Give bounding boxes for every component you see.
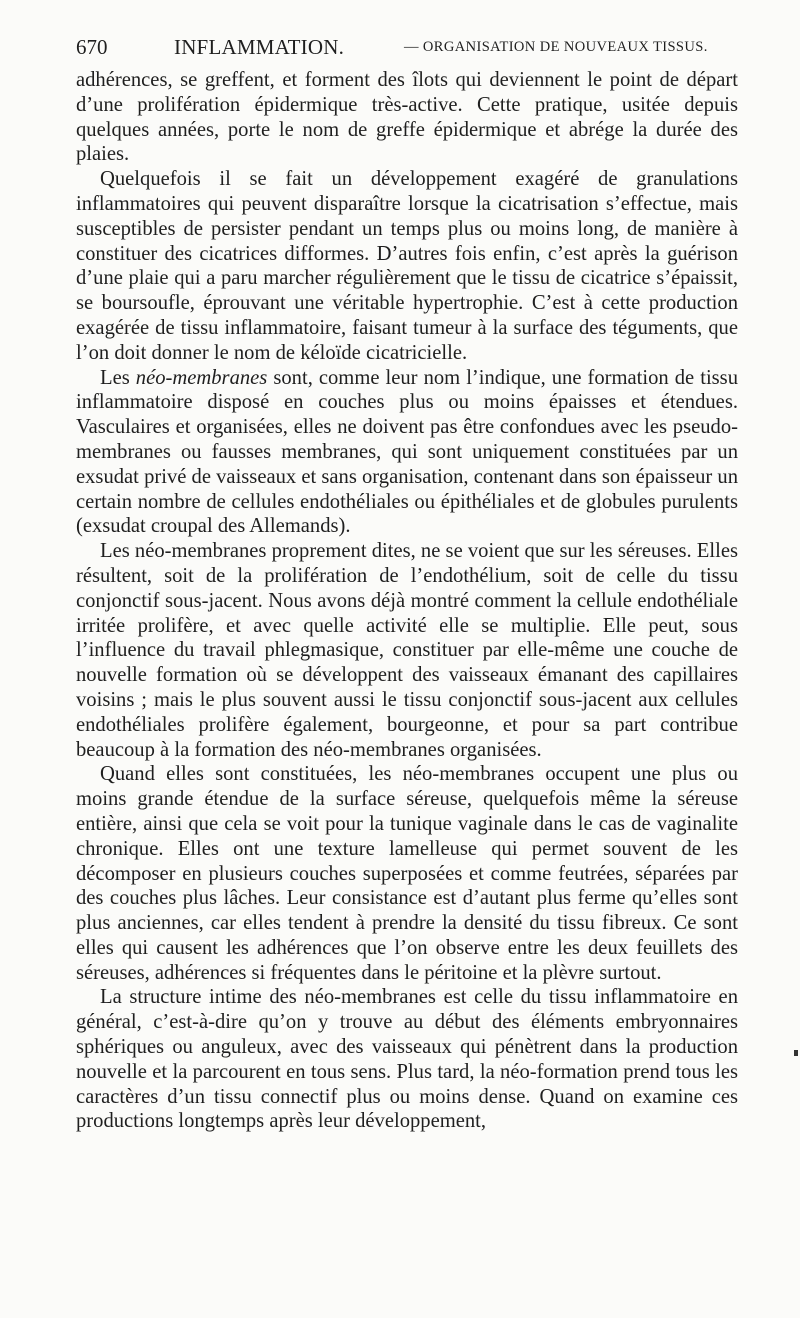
paragraph-3-emphasis: néo-membranes — [135, 366, 268, 389]
paragraph-2 — [76, 167, 738, 365]
running-header — [76, 34, 736, 60]
margin-mark — [794, 1050, 798, 1056]
paragraph-1-text: adhérences, se greffent, et forment des îlots qui deviennent le point de départ d’une prolifération épidermique très-active. Cette pratique, usitée depuis quelques années, porte le nom de greffe épidermique et abrége la durée des plaies. — [76, 69, 738, 166]
page-number: 670 — [76, 35, 108, 59]
paragraph-4-text: Les néo-membranes proprement dites, ne se voient que sur les séreuses. Elles résultent, soit de la prolifération de l’endothélium, soit de celle du tissu conjonctif sous-jacent. Nous avons déjà montré comment la cellule endothéliale irritée prolifère, et avec quelle activité elle se multiplie. Elle peut, sous l’influence du travail phlegmasique, constituer par elle-même une couche de nouvelle formation où se développent des vaisseaux émanant des capillaires voisins ; mais le plus souvent aussi le tissu conjonctif sous-jacent aux cellules endothéliales prolifère également, bourgeonne, et pour sa part contribue beaucoup à la formation des néo-membranes organisées. — [76, 540, 738, 761]
paragraph-3-lead: Les — [100, 366, 136, 389]
paragraph-6-text: La structure intime des néo-membranes est celle du tissu inflammatoire en général, c’est-à-dire qu’on y trouve au début des éléments embryonnaires sphériques ou anguleux, avec des vaisseaux qui pénètrent dans la production nouvelle et la parcourent en tous sens. Plus tard, la néo-formation prend tous les caractères d’un tissu connectif plus ou moins dense. Quand on examine ces productions longtemps après leur développement, — [76, 986, 738, 1133]
paragraph-1 — [76, 68, 738, 167]
paragraph-3-text: sont, comme leur nom l’indique, une formation de tissu inflammatoire disposé en couches plus ou moins épaisses et étendues. Vasculaires et organisées, elles ne doivent pas être confondues avec les pseudo-membranes ou fausses membranes, qui sont uniquement constituées par un exsudat privé de vaisseaux et sans organisation, contenant dans son épaisseur un certain nombre de cellules endothéliales ou épithéliales et de globules purulents (exsudat croupal des Allemands). — [76, 366, 738, 538]
paragraph-5 — [76, 762, 738, 985]
body-text — [76, 68, 738, 1134]
paragraph-3 — [76, 366, 738, 540]
running-title: INFLAMMATION. — [174, 35, 345, 59]
paragraph-5-text: Quand elles sont constituées, les néo-membranes occupent une plus ou moins grande étendue de la surface séreuse, quelquefois même la séreuse entière, ainsi que cela se voit pour la tunique vaginale dans le cas de vaginalite chronique. Elles ont une texture lamelleuse qui permet souvent de les décomposer en plusieurs couches superposées et comme feutrées, séparées par des couches plus lâches. Leur consistance est d’autant plus ferme qu’elles sont plus anciennes, car elles tendent à prendre la densité du tissu fibreux. Ce sont elles qui causent les adhérences que l’on observe entre les deux feuillets des séreuses, adhérences si fréquentes dans le péritoine et la plèvre surtout. — [76, 763, 738, 984]
paragraph-2-text: Quelquefois il se fait un développement exagéré de granulations inflammatoires qui peuvent disparaître lorsque la cicatrisation s’effectue, mais susceptibles de persister pendant un temps plus ou moins long, de manière à constituer des cicatrices difformes. D’autres fois enfin, c’est après la guérison d’une plaie qui a paru marcher régulièrement que le tissu de cicatrice s’épaissit, se boursoufle, éprouvant une véritable hypertrophie. C’est à cette production exagérée de tissu inflammatoire, faisant tumeur à la surface des téguments, que l’on doit donner le nom de kéloïde cicatricielle. — [76, 168, 738, 364]
paragraph-4 — [76, 539, 738, 762]
running-subtitle: — ORGANISATION DE NOUVEAUX TISSUS. — [404, 39, 708, 55]
paragraph-6 — [76, 985, 738, 1134]
